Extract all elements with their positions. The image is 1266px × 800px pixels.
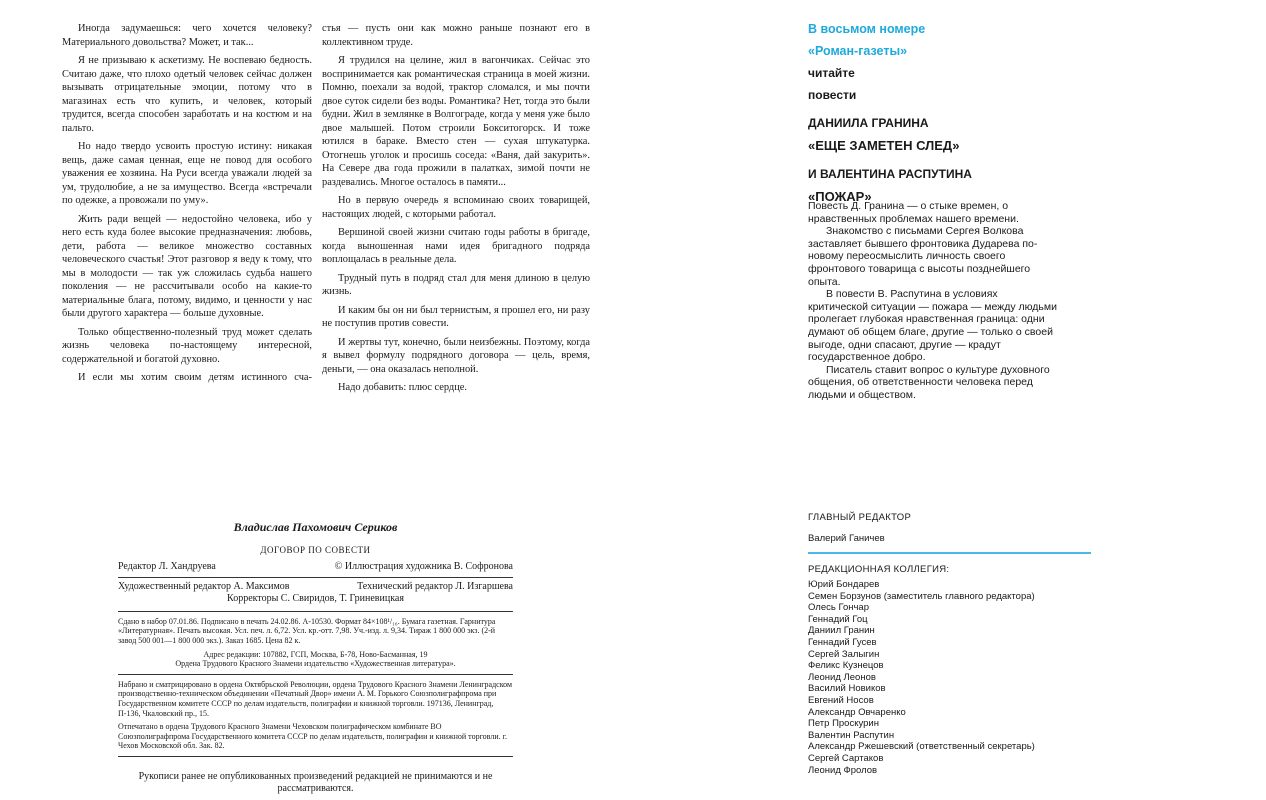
book-title: ДОГОВОР ПО СОВЕСТИ: [260, 545, 371, 555]
print-details: Сдано в набор 07.01.86. Подписано в печать 24.02.86. А-10530. Формат 84×108¹/₁₆. Бумага газетная. Гарнитура «Литературная». Печать высокая. Усл. печ. л. 6,72. Усл. кр.-отт. 7,98. Уч.-изд. л. 9,34. Тираж 1 800 000 экз. (2-й завод 500 001—1 800 000 экз.). Заказ 1685. Цена 82 к.: [118, 616, 496, 645]
publisher-name: Ордена Трудового Красного Знамени издательство «Художественная литература».: [175, 659, 456, 669]
board-member: Феликс Кузнецов: [808, 660, 884, 672]
article-paragraph: Иногда задумаешься: чего хочется человеку? Материального довольства? Может, и так...: [62, 23, 312, 48]
divider: [118, 674, 513, 675]
board-member: Сергей Сартаков: [808, 752, 884, 764]
article-paragraph: стья — пусть они как можно раньше познают его в коллективном труде.: [322, 23, 590, 48]
chief-editor-name: Валерий Ганичев: [808, 533, 885, 544]
imprint-editor-row: [118, 561, 513, 578]
announce-line-3: читайте: [808, 66, 855, 80]
announcement-description: [808, 200, 1058, 402]
board-member: Леонид Фролов: [808, 764, 878, 776]
article-paragraph: Но надо твердо усвоить простую истину: никакая вещь, даже самая ценная, еще не повод для особого уважения ее хозяина. На Руси всегда уважали людей за ум, трудолюбие, а не за имущество. Всегда «встречали по одежке, а провожали по уму».: [62, 141, 312, 207]
article-paragraph: Жить ради вещей — недостойно человека, ибо у него есть куда более высокие предназначения: любовь, дети, работа — великое множество составных человеческого счастья! Этот разговор я веду к тому, что мы в молодости — так уж сложилась судьба нашего поколения — не рассчитывали особо на какие-то материальные блага, потому, видимо, и ценности у нас были другого характера — больше духовные.: [62, 213, 312, 320]
board-member: Василий Новиков: [808, 683, 886, 695]
board-member: Леонид Леонов: [808, 671, 876, 683]
imprint-editors-row: [118, 581, 513, 594]
board-member: Александр Ржешевский (ответственный секретарь): [808, 741, 1035, 753]
book-author: Владислав Пахомович Сериков: [233, 520, 398, 534]
printing-info: Отпечатано в ордена Трудового Красного Знамени Чеховском полиграфическом комбинате ВО Союзполиграфпрома Государственного комитета СССР по делам издательств, полиграфии и книжной торговли. г. Чехов Московской обл. Зак. 82.: [118, 722, 507, 751]
chief-editor-label: ГЛАВНЫЙ РЕДАКТОР: [808, 512, 912, 523]
article-paragraph: Вершиной своей жизни считаю годы работы в бригаде, когда выношенная нами идея бригадного подряда воплощалась в реальные дела.: [322, 227, 590, 266]
article-column-1: [62, 22, 312, 390]
illustration-credit: © Иллюстрация художника В. Софронова: [334, 561, 513, 573]
editor-credit: Редактор Л. Хандруева: [118, 561, 216, 573]
announce-line-1: В восьмом номере: [808, 22, 926, 36]
description-paragraph: Повесть Д. Гранина — о стыке времен, о нравственных проблемах нашего времени.: [808, 200, 1019, 225]
announce-line-4: повести: [808, 88, 857, 102]
board-member: Петр Проскурин: [808, 718, 879, 730]
board-member: Семен Борзунов (заместитель главного редактора): [808, 590, 1035, 602]
board-label: РЕДАКЦИОННАЯ КОЛЛЕГИЯ:: [808, 564, 950, 575]
board-member: Олесь Гончар: [808, 602, 870, 614]
announce-book-1: «ЕЩЕ ЗАМЕТЕН СЛЕД»: [808, 138, 960, 153]
article-column-2: [322, 22, 590, 400]
next-issue-announcement: [808, 22, 1088, 214]
divider: [118, 611, 513, 612]
manuscripts-notice: Рукописи ранее не опубликованных произведений редакцией не принимаются и не рассматриваются.: [138, 770, 493, 795]
board-members-list: [808, 579, 1098, 776]
board-member: Евгений Носов: [808, 694, 874, 706]
board-member: Юрий Бондарев: [808, 579, 880, 590]
article-paragraph: И если мы хотим своим детям истинного сча-: [78, 372, 312, 384]
board-member: Даниил Гранин: [808, 625, 875, 637]
description-paragraph: В повести В. Распутина в условиях критической ситуации — пожара — между людьми пролегает глубокая нравственная граница: одни думают об общем благе, другие — только о своей выгоде, одни спасают, другие — крадут государственное добро.: [808, 288, 1057, 364]
board-member: Сергей Залыгин: [808, 648, 880, 660]
typeset-info: Набрано и сматрицировано в ордена Октябрьской Революции, ордена Трудового Красного Знамени Ленинградском производственно-техническом объединении «Печатный Двор» имени А. М. Горького Союзполиграфпрома при Государственном комитете СССР по делам издательств, полиграфии и книжной торговли. 197136, Ленинград, П-136, Чкаловский пр., 15.: [118, 679, 513, 718]
announce-book-2: «ПОЖАР»: [808, 189, 872, 204]
art-editor-credit: Художественный редактор А. Максимов: [118, 580, 290, 592]
announce-line-2: «Роман-газеты»: [808, 44, 908, 58]
announce-author-1: ДАНИИЛА ГРАНИНА: [808, 116, 929, 130]
article-paragraph: Но в первую очередь я вспоминаю своих товарищей, настоящих людей, с которыми работал.: [322, 195, 590, 220]
board-member: Геннадий Гоц: [808, 613, 868, 625]
announce-author-2: И ВАЛЕНТИНА РАСПУТИНА: [808, 167, 972, 181]
board-member: Геннадий Гусев: [808, 636, 877, 648]
article-paragraph: Я трудился на целине, жил в вагончиках. Сейчас это воспринимается как романтическая страница в моей жизни. Помню, поехали за водой, трактор сломался, и мы почти двое суток сидели без воды. Романтика? Нет, тогда это были будни. Жил в землянке в Волгограде, когда у меня уже было двое малышей. Потом строили Бокситогорск. И тоже ютился в бараке. Вместо стен — сухая штукатурка. Отогнешь уголок и просишь соседа: «Ваня, дай закурить». На Севере два года прожили в палатках, зимой почти не раздевались. Многое осталось в памяти...: [322, 55, 590, 188]
article-paragraph: Только общественно-полезный труд может сделать жизнь человека по-настоящему интересной, содержательной и богатой духовно.: [62, 326, 312, 365]
article-paragraph: Я не призываю к аскетизму. Не воспеваю бедность. Считаю даже, что плохо одетый человек сейчас должен вызывать отрицательные эмоции, потому что в магазинах есть что купить, и человек, который трудится, всегда способен заработать и на костюм и на пальто.: [62, 55, 312, 134]
board-member: Валентин Распутин: [808, 729, 895, 741]
imprint-block: [118, 520, 513, 796]
article-paragraph: И жертвы тут, конечно, были неизбежны. Поэтому, когда я вывел формулу подрядного договора — цель, время, деньги, — она оказалась неполной.: [322, 336, 590, 375]
accent-bar: [808, 552, 1091, 554]
editorial-address: Адрес редакции: 107882, ГСП, Москва, Б-78, Ново-Басманная, 19: [203, 649, 428, 659]
article-paragraph: Надо добавить: плюс сердце.: [338, 382, 467, 394]
tech-editor-credit: Технический редактор Л. Изгаршева: [357, 580, 513, 592]
divider: [118, 756, 513, 757]
article-paragraph: Трудный путь в подряд стал для меня длиною в целую жизнь.: [322, 272, 590, 298]
board-member: Александр Овчаренко: [808, 706, 906, 718]
description-paragraph: Писатель ставит вопрос о культуре духовного общения, об ответственности человека перед людьми и обществом.: [808, 363, 1050, 401]
article-paragraph: И каким бы он ни был тернистым, я прошел его, ни разу не поступив против совести.: [322, 304, 590, 330]
editorial-board: [808, 512, 1098, 776]
description-paragraph: Знакомство с письмами Сергея Волкова заставляет бывшего фронтовика Дударева по-новому переосмыслить личность своего фронтового товарища с высоты позднейшего опыта.: [808, 225, 1038, 288]
correctors-credit: Корректоры С. Свиридов, Т. Гриневицкая: [227, 593, 404, 605]
